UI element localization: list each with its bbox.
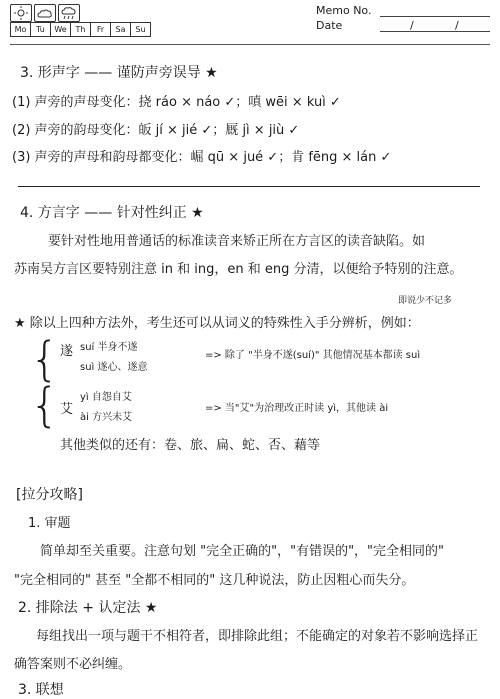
weekday-fr: Fr: [90, 22, 111, 37]
date-line: [380, 31, 490, 32]
strategy-title: [拉分攻略]: [16, 487, 83, 503]
strategy-2-title: 2. 排除法 + 认定法 ★: [18, 600, 158, 616]
group1-a: suí 半身不遂: [80, 342, 138, 353]
date-label: Date: [316, 19, 343, 32]
group3: 其他类似的还有：卷、旅、扁、蛇、否、藉等: [60, 438, 321, 453]
strategy-1-title: 1. 审题: [28, 516, 71, 531]
s4-para-1: 要针对性地用普通话的标准读音来矫正所在方言区的读音缺陷。如: [48, 234, 426, 249]
brace-outer: {: [30, 332, 60, 386]
group2-b: ài 方兴未艾: [80, 412, 133, 423]
date-sep-2: /: [455, 19, 459, 32]
group2-rule: => 当"艾"为治理改正时读 yì，其他读 ài: [205, 403, 389, 414]
s3-line-2: (2) 声旁的韵母变化：皈 jí × jié ✓；厩 jì × jiù ✓: [12, 123, 300, 138]
weekday-mo: Mo: [10, 22, 31, 37]
memo-no-line: [380, 16, 490, 17]
weekday-we: We: [50, 22, 71, 37]
weekday-row: [10, 22, 150, 37]
weekday-th: Th: [70, 22, 91, 37]
section-divider: [18, 186, 480, 187]
group1-head: 遂: [60, 344, 74, 359]
memo-no: [316, 4, 371, 17]
memo-no-label: Memo No.: [316, 4, 372, 17]
strategy-3-title: 3. 联想: [18, 682, 64, 698]
s3-title: 3. 形声字 —— 谨防声旁误导 ★: [20, 65, 218, 81]
s3-line-3: (3) 声旁的声母和韵母都变化：崛 qū × jué ✓；肯 fēng × lán ✓: [12, 150, 392, 165]
group1-b: suì 遂心、遂意: [80, 362, 148, 373]
weekday-sa: Sa: [110, 22, 131, 37]
strategy-2-line-2: 确答案则不必纠缠。: [14, 657, 132, 672]
group2-a: yì 自怨自艾: [80, 392, 132, 403]
rain-icon: [58, 4, 80, 22]
s4-para-2: 苏南吴方言区要特别注意 in 和 ing，en 和 eng 分清，以便给予特别的注意。: [14, 262, 463, 277]
group2-head: 艾: [60, 402, 74, 417]
s4-para-3: ★ 除以上四种方法外，考生还可以从词义的特殊性入手分辨析，例如：: [14, 316, 420, 331]
s4-title: 4. 方言字 —— 针对性纠正 ★: [20, 205, 204, 221]
sun-icon: [10, 4, 32, 22]
weekday-tu: Tu: [30, 22, 51, 37]
strategy-1-line-2: "完全相同的" 甚至 "全都不相同的" 这几种说法，防止因粗心而失分。: [14, 573, 415, 588]
date-sep-1: /: [410, 19, 414, 32]
brace-outer-2: {: [30, 378, 60, 432]
header-rule: [10, 44, 490, 45]
cloud-icon: [34, 4, 56, 22]
memo-date: [316, 19, 342, 32]
strategy-1-line-1: 简单却至关重要。注意句划 "完全正确的"，"有错误的"，"完全相同的": [40, 544, 445, 559]
strategy-2-line-1: 每组找出一项与题干不相符者，即排除此组；不能确定的对象若不影响选择正: [36, 629, 479, 644]
group1-rule: => 除了 "半身不遂(suí)" 其他情况基本都读 suì: [205, 350, 421, 361]
s4-note-above: 即说少不记多: [398, 296, 453, 306]
s3-line-1: (1) 声旁的声母变化：挠 ráo × náo ✓；嗔 wēi × kuì ✓: [12, 95, 341, 110]
weekday-su: Su: [130, 22, 151, 37]
